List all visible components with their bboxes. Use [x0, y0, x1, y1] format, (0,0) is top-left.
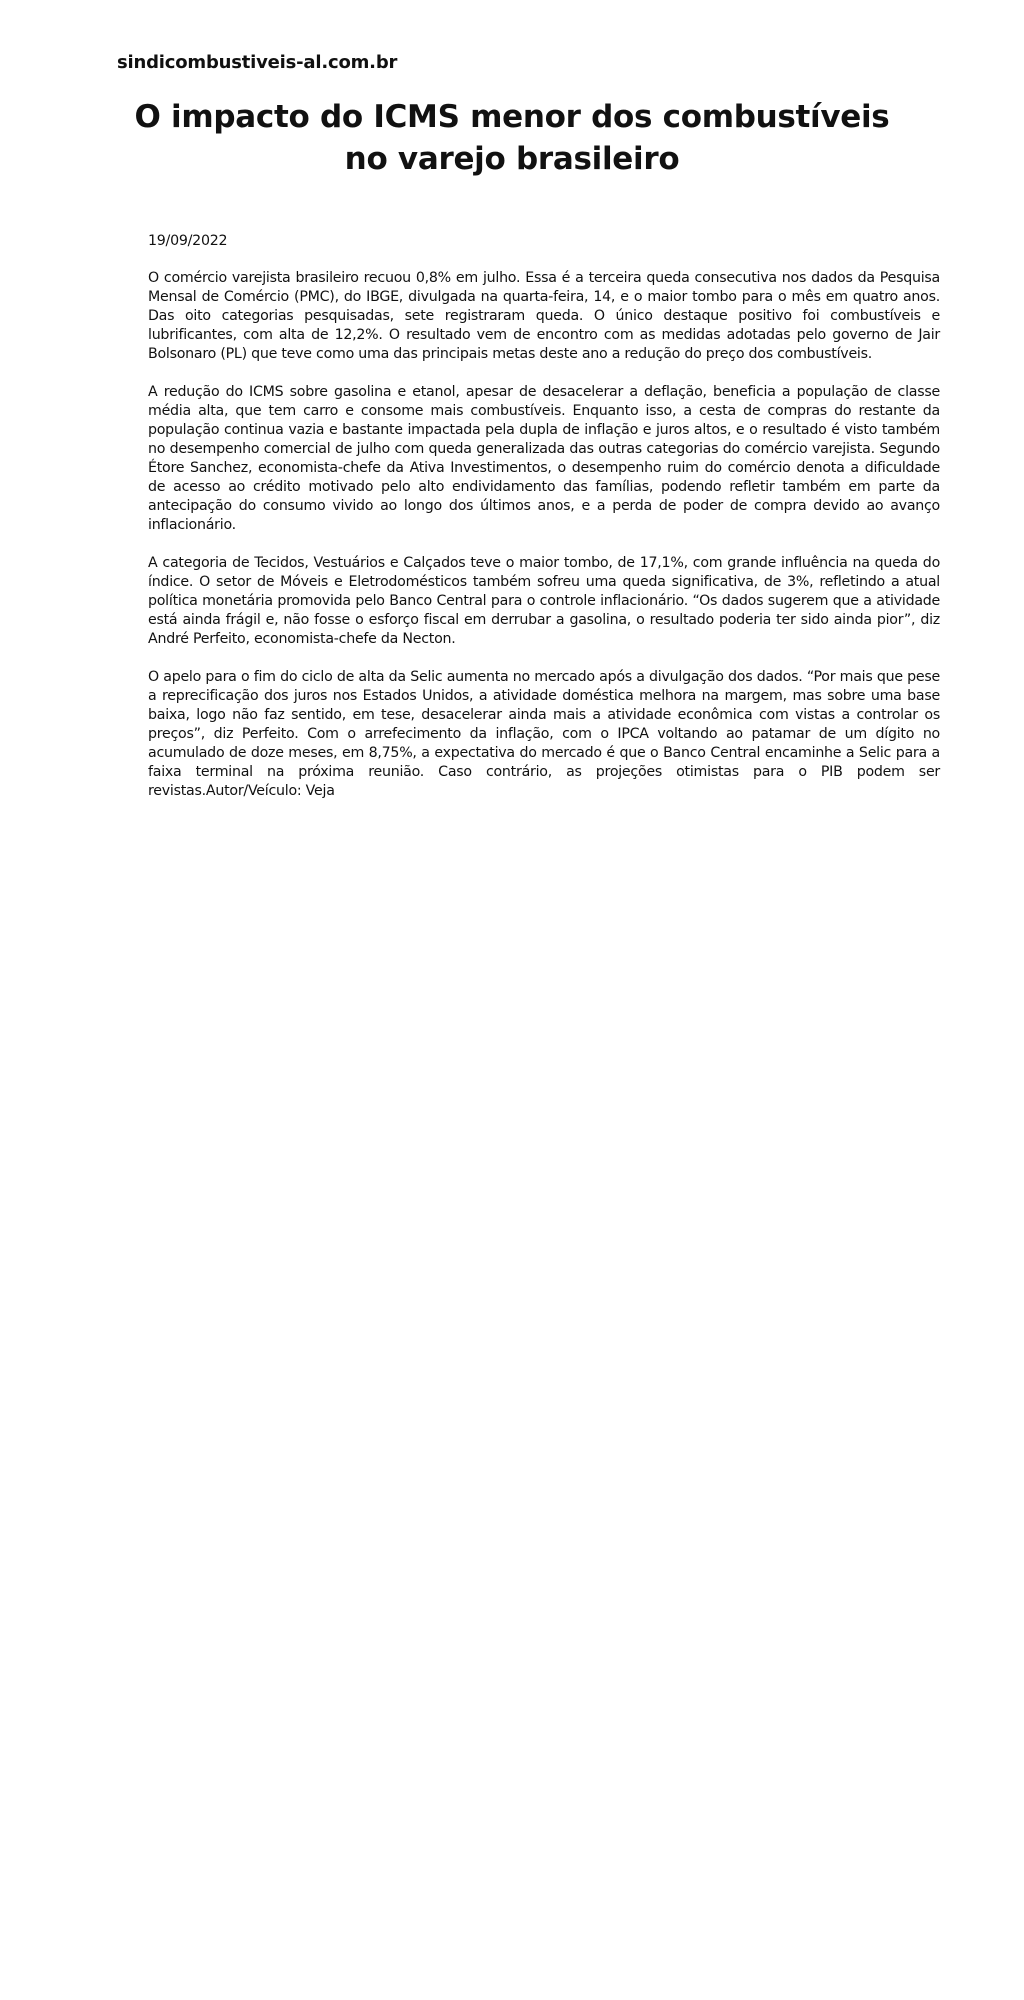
article-body: [148, 232, 940, 820]
article-paragraph: O comércio varejista brasileiro recuou 0,8% em julho. Essa é a terceira queda consecutiva nos dados da Pesquisa Mensal de Comércio (PMC), do IBGE, divulgada na quarta-feira, 14, e o maior tombo para o mês em quatro anos. Das oito categorias pesquisadas, sete registraram queda. O único destaque positivo foi combustíveis e lubrificantes, com alta de 12,2%. O resultado vem de encontro com as medidas adotadas pelo governo de Jair Bolsonaro (PL) que teve como uma das principais metas deste ano a redução do preço dos combustíveis.: [148, 270, 940, 362]
article-title: O impacto do ICMS menor dos combustíveis no varejo brasileiro: [134, 99, 890, 177]
site-name: sindicombustiveis-al.com.br: [117, 52, 398, 73]
article-paragraph: A categoria de Tecidos, Vestuários e Calçados teve o maior tombo, de 17,1%, com grande influência na queda do índice. O setor de Móveis e Eletrodomésticos também sofreu uma queda significativa, de 3%, refletindo a atual política monetária promovida pelo Banco Central para o controle inflacionário. “Os dados sugerem que a atividade está ainda frágil e, não fosse o esforço fiscal em derrubar a gasolina, o resultado poderia ter sido ainda pior”, diz André Perfeito, economista-chefe da Necton.: [148, 555, 940, 647]
article-paragraph: O apelo para o fim do ciclo de alta da Selic aumenta no mercado após a divulgação dos dados. “Por mais que pese a reprecificação dos juros nos Estados Unidos, a atividade doméstica melhora na margem, mas sobre uma base baixa, logo não faz sentido, em tese, desacelerar ainda mais a atividade econômica com vistas a controlar os preços”, diz Perfeito. Com o arrefecimento da inflação, com o IPCA voltando ao patamar de um dígito no acumulado de doze meses, em 8,75%, a expectativa do mercado é que o Banco Central encaminhe a Selic para a faixa terminal na próxima reunião. Caso contrário, as projeções otimistas para o PIB podem ser revistas.Autor/Veículo: Veja: [148, 669, 940, 799]
publication-date: 19/09/2022: [148, 233, 228, 249]
article-paragraph: A redução do ICMS sobre gasolina e etanol, apesar de desacelerar a deflação, beneficia a população de classe média alta, que tem carro e consome mais combustíveis. Enquanto isso, a cesta de compras do restante da população continua vazia e bastante impactada pela dupla de inflação e juros altos, e o resultado é visto também no desempenho comercial de julho com queda generalizada das outras categorias do comércio varejista. Segundo Étore Sanchez, economista-chefe da Ativa Investimentos, o desempenho ruim do comércio denota a dificuldade de acesso ao crédito motivado pelo alto endividamento das famílias, podendo refletir também em parte da antecipação do consumo vivido ao longo dos últimos anos, e a perda de poder de compra devido ao avanço inflacionário.: [148, 384, 940, 533]
